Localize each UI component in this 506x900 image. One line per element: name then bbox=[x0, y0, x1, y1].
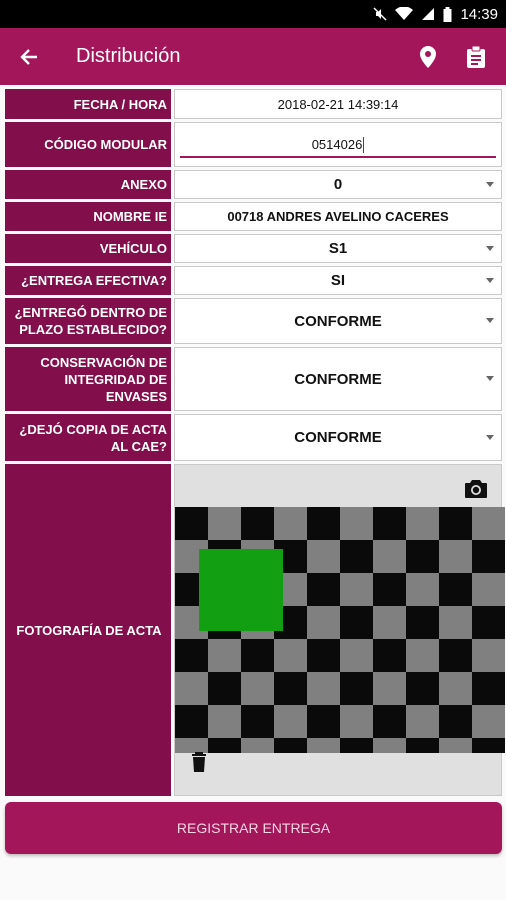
entrega-value: SI bbox=[330, 272, 346, 289]
dropdown-arrow-icon bbox=[486, 182, 494, 187]
label-entrega: ¿ENTREGA EFECTIVA? bbox=[5, 266, 171, 295]
status-time: 14:39 bbox=[460, 5, 498, 23]
dropdown-arrow-icon bbox=[486, 246, 494, 251]
clipboard-icon bbox=[467, 46, 485, 68]
label-anexo: ANEXO bbox=[5, 170, 171, 199]
label-conservacion: CONSERVACIÓN DE INTEGRIDAD DE ENVASES bbox=[5, 347, 171, 411]
battery-icon bbox=[443, 7, 452, 22]
anexo-value: 0 bbox=[333, 176, 343, 193]
back-button[interactable] bbox=[0, 28, 58, 85]
delete-photo-button[interactable] bbox=[191, 752, 207, 777]
photo-preview[interactable] bbox=[175, 507, 505, 753]
row-conservacion bbox=[5, 347, 502, 411]
nombre-value: 00718 ANDRES AVELINO CACERES bbox=[174, 202, 502, 231]
clipboard-button[interactable] bbox=[452, 28, 500, 85]
registrar-entrega-button[interactable]: REGISTRAR ENTREGA bbox=[5, 802, 502, 854]
label-plazo: ¿ENTREGÓ DENTRO DE PLAZO ESTABLECIDO? bbox=[5, 298, 171, 344]
status-bar bbox=[0, 0, 506, 28]
app-bar bbox=[0, 28, 506, 85]
label-vehiculo: VEHÍCULO bbox=[5, 234, 171, 263]
arrow-left-icon bbox=[19, 47, 39, 67]
vehiculo-select[interactable] bbox=[174, 234, 502, 263]
row-anexo bbox=[5, 170, 502, 199]
trash-icon bbox=[191, 752, 207, 772]
label-copia: ¿DEJÓ COPIA DE ACTA AL CAE? bbox=[5, 414, 171, 461]
copia-value: CONFORME bbox=[294, 429, 382, 446]
anexo-select[interactable] bbox=[174, 170, 502, 199]
entrega-select[interactable] bbox=[174, 266, 502, 295]
conservacion-value: CONFORME bbox=[294, 370, 382, 388]
label-fecha: FECHA / HORA bbox=[5, 89, 171, 119]
wifi-icon bbox=[395, 7, 413, 21]
input-underline bbox=[180, 156, 496, 158]
label-foto: FOTOGRAFÍA DE ACTA bbox=[5, 464, 171, 796]
dropdown-arrow-icon bbox=[486, 435, 494, 440]
text-cursor bbox=[363, 137, 364, 153]
dropdown-arrow-icon bbox=[486, 278, 494, 283]
row-foto bbox=[5, 464, 502, 796]
camera-button[interactable] bbox=[465, 480, 487, 503]
plazo-value: CONFORME bbox=[294, 312, 382, 330]
location-button[interactable] bbox=[404, 28, 452, 85]
label-nombre: NOMBRE IE bbox=[5, 202, 171, 231]
label-codigo: CÓDIGO MODULAR bbox=[5, 122, 171, 167]
page-title: Distribución bbox=[76, 45, 181, 67]
plazo-select[interactable] bbox=[174, 298, 502, 344]
row-vehiculo bbox=[5, 234, 502, 263]
mute-icon bbox=[373, 7, 387, 21]
dropdown-arrow-icon bbox=[486, 318, 494, 323]
row-entrega bbox=[5, 266, 502, 295]
codigo-value: 0514026 bbox=[311, 137, 363, 152]
photo-green-square bbox=[199, 549, 283, 631]
dropdown-arrow-icon bbox=[486, 376, 494, 381]
row-fecha bbox=[5, 89, 502, 119]
conservacion-select[interactable] bbox=[174, 347, 502, 411]
vehiculo-value: S1 bbox=[328, 240, 348, 257]
copia-select[interactable] bbox=[174, 414, 502, 461]
photo-area bbox=[174, 464, 502, 796]
camera-icon bbox=[465, 480, 487, 498]
fecha-value: 2018-02-21 14:39:14 bbox=[174, 89, 502, 119]
row-codigo bbox=[5, 122, 502, 167]
map-pin-icon bbox=[420, 46, 436, 68]
row-nombre bbox=[5, 202, 502, 231]
row-plazo bbox=[5, 298, 502, 344]
signal-icon bbox=[421, 7, 435, 21]
codigo-modular-input[interactable] bbox=[174, 122, 502, 167]
row-copia bbox=[5, 414, 502, 461]
